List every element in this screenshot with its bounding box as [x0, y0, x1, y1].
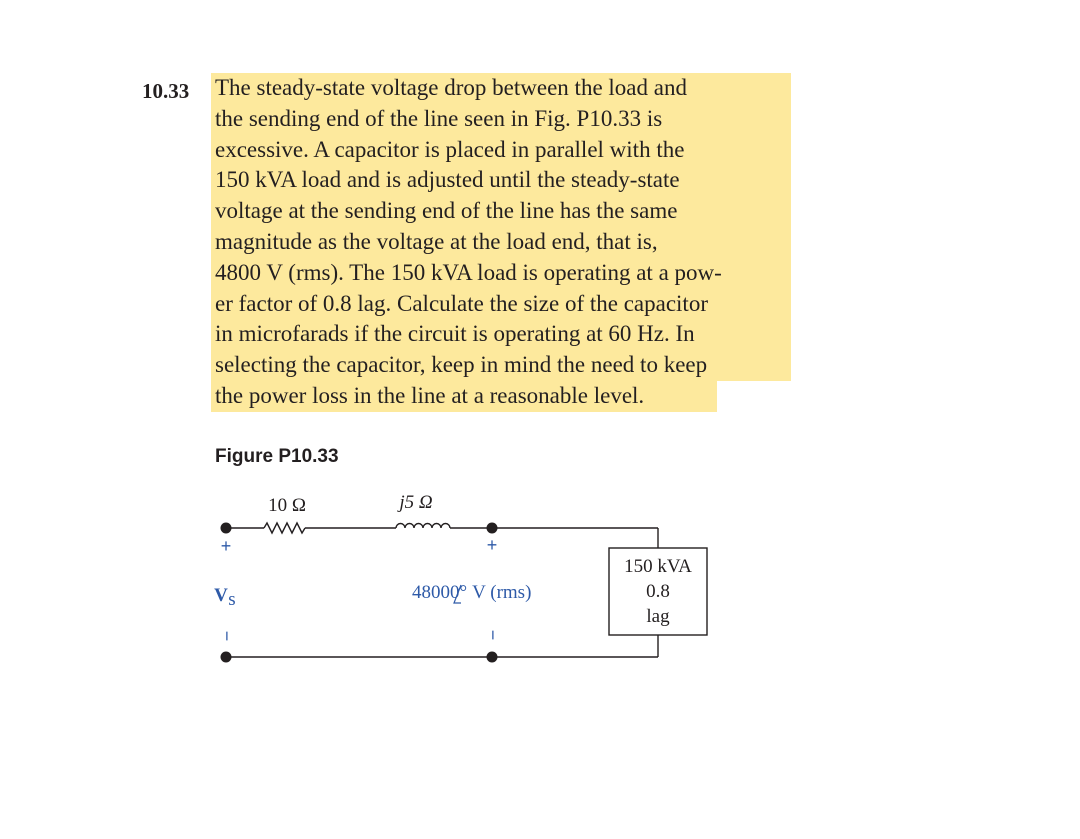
resistor-symbol [264, 523, 305, 533]
problem-line: the power loss in the line at a reasonable level. [211, 381, 717, 412]
problem-line: er factor of 0.8 lag. Calculate the size of the capacitor [211, 289, 791, 320]
resistor-label: 10 Ω [268, 495, 306, 516]
load-voltage-label [412, 582, 531, 603]
inductor-label: j5 Ω [399, 492, 433, 513]
problem-line: excessive. A capacitor is placed in parallel with the [211, 135, 791, 166]
load-voltage-value: 4800 [412, 582, 450, 603]
load-plus-sign: + [486, 535, 498, 555]
source-terminal-bottom [221, 652, 232, 663]
problem-number: 10.33 [142, 79, 190, 103]
problem-line: 150 kVA load and is adjusted until the steady-state [211, 165, 791, 196]
problem-line: selecting the capacitor, keep in mind the need to keep [211, 350, 791, 381]
problem-line: The steady-state voltage drop between the load and [211, 73, 791, 104]
problem-line: voltage at the sending end of the line has the same [211, 196, 791, 227]
load-minus-sign: − [483, 629, 503, 641]
inductor-symbol [396, 524, 450, 529]
problem-line: 4800 V (rms). The 150 kVA load is operating at a pow- [211, 258, 791, 289]
load-power-factor: 0.8 [646, 581, 670, 602]
source-plus-sign: + [220, 536, 232, 556]
problem-line: in microfarads if the circuit is operating at 60 Hz. In [211, 319, 791, 350]
source-minus-sign: − [217, 630, 237, 642]
source-voltage-subscript: s [228, 589, 236, 610]
problem-line: the sending end of the line seen in Fig. P10.33 is [211, 104, 791, 135]
load-power-factor-type: lag [646, 606, 670, 627]
load-voltage-unit: V (rms) [472, 582, 532, 603]
source-voltage-symbol: V [214, 585, 228, 606]
figure-label: Figure P10.33 [215, 446, 339, 467]
load-terminal-top [487, 523, 498, 534]
source-terminal-top [221, 523, 232, 534]
load-voltage-angle: 0° [450, 582, 468, 603]
load-rating: 150 kVA [624, 556, 692, 577]
problem-line: magnitude as the voltage at the load end, that is, [211, 227, 791, 258]
load-terminal-bottom [487, 652, 498, 663]
